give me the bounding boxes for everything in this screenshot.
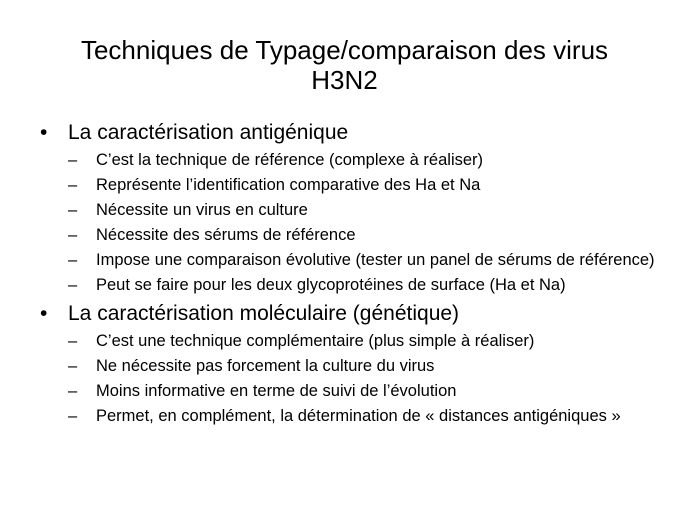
list-item bbox=[40, 150, 680, 170]
bullet-icon: • bbox=[40, 121, 48, 144]
section-heading-molecular bbox=[40, 301, 680, 327]
slide-content bbox=[40, 120, 680, 432]
dash-icon: – bbox=[68, 332, 78, 350]
dash-icon: – bbox=[68, 407, 78, 425]
list-item bbox=[40, 331, 680, 351]
list-item-text: Impose une comparaison évolutive (tester un panel de sérums de référence) bbox=[96, 251, 655, 269]
list-item bbox=[40, 225, 680, 245]
list-item-text: Moins informative en terme de suivi de l’évolution bbox=[96, 382, 457, 400]
list-item bbox=[40, 250, 680, 270]
molecular-items-list bbox=[40, 331, 680, 426]
list-item-text: C’est la technique de référence (complexe à réaliser) bbox=[96, 151, 484, 169]
antigenic-items-list bbox=[40, 150, 680, 295]
dash-icon: – bbox=[68, 151, 78, 169]
dash-icon: – bbox=[68, 201, 78, 219]
slide-title bbox=[0, 35, 689, 95]
list-item-text: Peut se faire pour les deux glycoprotéines de surface (Ha et Na) bbox=[96, 276, 566, 294]
dash-icon: – bbox=[68, 357, 78, 375]
list-item-text: Représente l’identification comparative des Ha et Na bbox=[96, 176, 481, 194]
section-heading-text: La caractérisation antigénique bbox=[68, 121, 349, 144]
list-item bbox=[40, 406, 680, 426]
slide-title-line-2: H3N2 bbox=[311, 65, 378, 95]
dash-icon: – bbox=[68, 176, 78, 194]
list-item-text: Nécessite un virus en culture bbox=[96, 201, 308, 219]
list-item-text: Nécessite des sérums de référence bbox=[96, 226, 356, 244]
list-item-text: Permet, en complément, la détermination de « distances antigéniques » bbox=[96, 407, 621, 425]
list-item bbox=[40, 356, 680, 376]
list-item-text: Ne nécessite pas forcement la culture du virus bbox=[96, 357, 435, 375]
dash-icon: – bbox=[68, 226, 78, 244]
slide-title-line-1: Techniques de Typage/comparaison des virus bbox=[80, 35, 609, 65]
bullet-icon: • bbox=[40, 302, 48, 325]
list-item bbox=[40, 175, 680, 195]
list-item bbox=[40, 275, 680, 295]
dash-icon: – bbox=[68, 276, 78, 294]
list-item-text: C’est une technique complémentaire (plus simple à réaliser) bbox=[96, 332, 535, 350]
dash-icon: – bbox=[68, 382, 78, 400]
section-heading-antigenic bbox=[40, 120, 680, 146]
dash-icon: – bbox=[68, 251, 78, 269]
section-heading-text: La caractérisation moléculaire (génétique) bbox=[68, 302, 460, 325]
list-item bbox=[40, 381, 680, 401]
list-item bbox=[40, 200, 680, 220]
